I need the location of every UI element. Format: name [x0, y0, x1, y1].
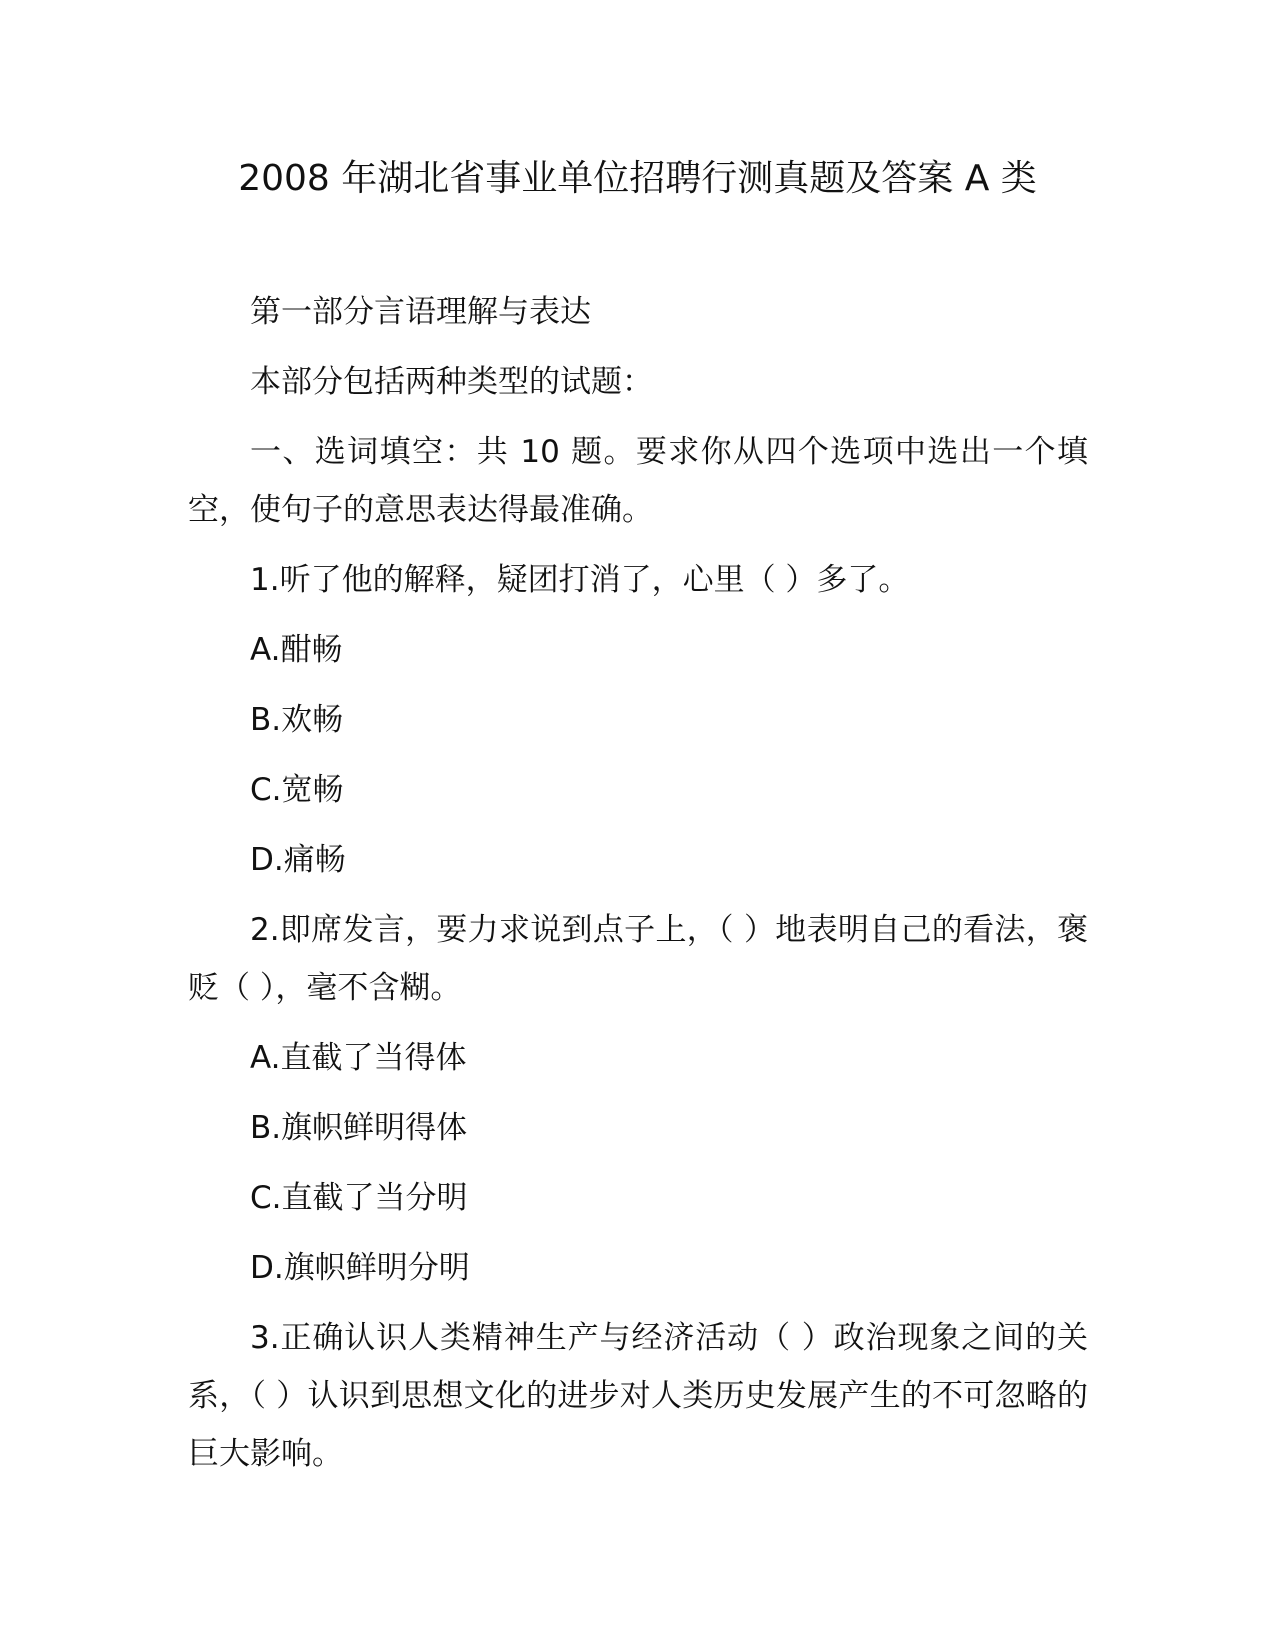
question-3: 3.正确认识人类精神生产与经济活动（ ）政治现象之间的关系，（ ）认识到思想文化的进步对人类历史发展产生的不可忽略的巨大影响。 [188, 1320, 1088, 1472]
q2-option-b: B.旗帜鲜明得体 [250, 1110, 468, 1146]
document-title: 2008 年湖北省事业单位招聘行测真题及答案 A 类 [238, 158, 1037, 199]
q2-option-a: A.直截了当得体 [250, 1040, 467, 1076]
document-body [188, 283, 1088, 1495]
q1-option-b: B.欢畅 [250, 702, 344, 738]
q2-option-c: C.直截了当分明 [250, 1180, 468, 1216]
instruction-paragraph: 一、选词填空：共 10 题。要求你从四个选项中选出一个填空，使句子的意思表达得最准确。 [188, 434, 1088, 528]
section-heading: 第一部分言语理解与表达 [250, 294, 591, 330]
q2-option-d: D.旗帜鲜明分明 [250, 1250, 470, 1286]
section-intro: 本部分包括两种类型的试题： [250, 364, 653, 400]
question-2: 2.即席发言，要力求说到点子上，（ ）地表明自己的看法，褒贬（ ），毫不含糊。 [188, 912, 1088, 1006]
question-1: 1.听了他的解释，疑团打消了，心里（ ）多了。 [250, 562, 910, 598]
q1-option-a: A.酣畅 [250, 632, 343, 668]
q1-option-d: D.痛畅 [250, 842, 346, 878]
q1-option-c: C.宽畅 [250, 772, 344, 808]
